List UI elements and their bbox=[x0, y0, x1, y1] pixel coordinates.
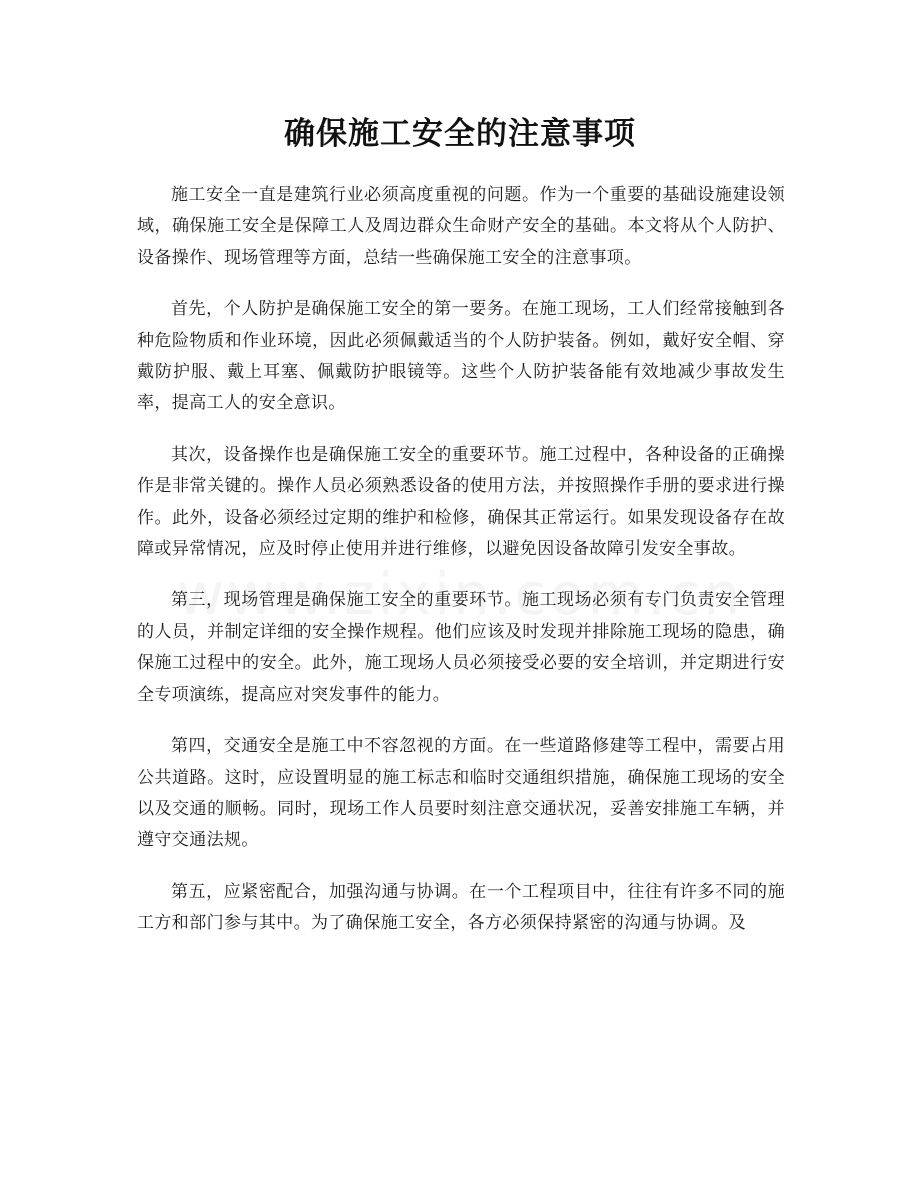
paragraph-coordination: 第五，应紧密配合，加强沟通与协调。在一个工程项目中，往往有许多不同的施工方和部门参与其中。为了确保施工安全，各方必须保持紧密的沟通与协调。及 bbox=[137, 881, 785, 934]
paragraph-equipment-operation: 其次，设备操作也是确保施工安全的重要环节。施工过程中，各种设备的正确操作是非常关键的。操作人员必须熟悉设备的使用方法，并按照操作手册的要求进行操作。此外，设备必须经过定期的维护和检修，确保其正常运行。如果发现设备存在故障或异常情况，应及时停止使用并进行维修，以避免因设备故障引发安全事故。 bbox=[137, 444, 785, 560]
document-body bbox=[137, 180, 785, 960]
paragraph-traffic-safety: 第四，交通安全是施工中不容忽视的方面。在一些道路修建等工程中，需要占用公共道路。这时，应设置明显的施工标志和临时交通组织措施，确保施工现场的安全以及交通的顺畅。同时，现场工作人员要时刻注意交通状况，妥善安排施工车辆，并遵守交通法规。 bbox=[137, 736, 785, 851]
paragraph-personal-protection: 首先，个人防护是确保施工安全的第一要务。在施工现场，工人们经常接触到各种危险物质和作业环境，因此必须佩戴适当的个人防护装备。例如，戴好安全帽、穿戴防护服、戴上耳塞、佩戴防护眼镜等。这些个人防护装备能有效地减少事故发生率，提高工人的安全意识。 bbox=[137, 299, 785, 414]
document-title: 确保施工安全的注意事项 bbox=[284, 116, 636, 152]
paragraph-intro: 施工安全一直是建筑行业必须高度重视的问题。作为一个重要的基础设施建设领域，确保施工安全是保障工人及周边群众生命财产安全的基础。本文将从个人防护、设备操作、现场管理等方面，总结一些确保施工安全的注意事项。 bbox=[137, 185, 785, 268]
paragraph-site-management: 第三，现场管理是确保施工安全的重要环节。施工现场必须有专门负责安全管理的人员，并制定详细的安全操作规程。他们应该及时发现并排除施工现场的隐患，确保施工过程中的安全。此外，施工现场人员必须接受必要的安全培训，并定期进行安全专项演练，提高应对突发事件的能力。 bbox=[137, 590, 785, 705]
